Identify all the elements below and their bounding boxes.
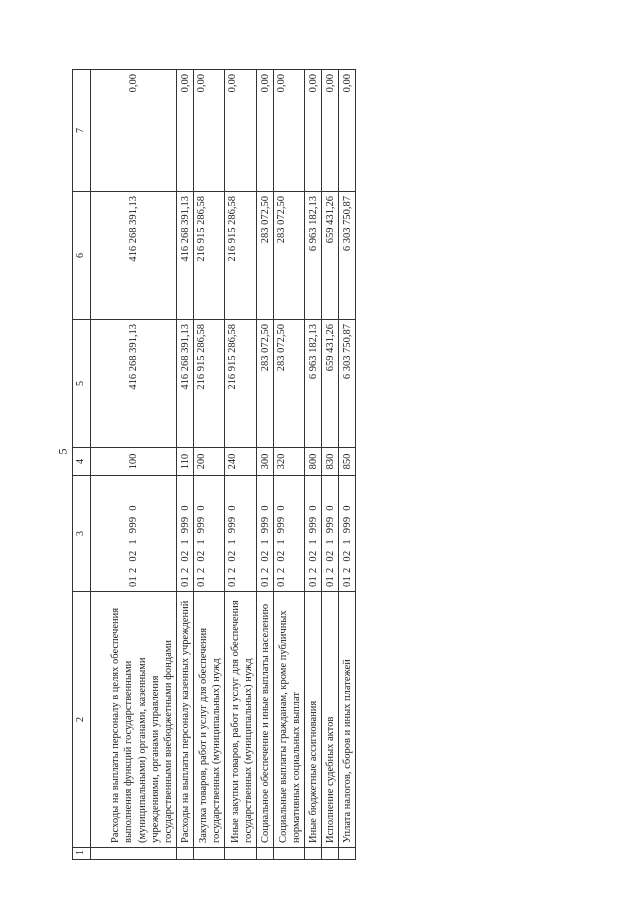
row-value-6: 6 963 182,13 [305,192,322,320]
table-row [225,70,256,860]
row-value-6: 6 303 750,87 [339,192,356,320]
row-expense-type: 200 [193,448,224,476]
header-cell-7: 7 [73,70,91,192]
row-number-cell [256,848,273,860]
row-number-cell [225,848,256,860]
row-target-code: 01 2 02 1 999 0 [256,476,273,592]
row-value-6: 283 072,50 [256,192,273,320]
row-value-6: 416 268 391,13 [176,192,193,320]
row-target-code: 01 2 02 1 999 0 [90,476,176,592]
row-number-cell [193,848,224,860]
row-description: Расходы на выплаты персоналу казенных учреждений [176,592,193,848]
row-value-6: 216 915 286,58 [225,192,256,320]
row-description: Исполнение судебных актов [322,592,339,848]
row-value-7: 0,00 [256,70,273,192]
row-value-5: 659 431,26 [322,320,339,448]
row-description: Иные закупки товаров, работ и услуг для обеспечения государственных (муниципальных) нужд [225,592,256,848]
table-row [193,70,224,860]
row-description: Иные бюджетные ассигнования [305,592,322,848]
table-row [256,70,273,860]
row-value-7: 0,00 [273,70,304,192]
row-value-7: 0,00 [225,70,256,192]
row-target-code: 01 2 02 1 999 0 [176,476,193,592]
row-value-5: 6 963 182,13 [305,320,322,448]
row-description: Расходы на выплаты персоналу в целях обеспечения выполнения функций государственными (муниципальными) органами, казенными учреждениями, органами управления государственными внебюджетными фондами [90,592,176,848]
row-value-6: 283 072,50 [273,192,304,320]
row-value-7: 0,00 [305,70,322,192]
row-expense-type: 300 [256,448,273,476]
row-number-cell [322,848,339,860]
table-row [90,70,176,860]
row-description: Социальные выплаты гражданам, кроме публичных нормативных социальных выплат [273,592,304,848]
header-cell-3: 3 [73,476,91,592]
row-number-cell [90,848,176,860]
row-value-5: 283 072,50 [256,320,273,448]
header-row [73,70,91,860]
row-value-7: 0,00 [176,70,193,192]
row-value-7: 0,00 [193,70,224,192]
row-expense-type: 830 [322,448,339,476]
row-number-cell [305,848,322,860]
page-number: 5 [55,448,70,455]
row-value-5: 283 072,50 [273,320,304,448]
table-row [305,70,322,860]
row-value-7: 0,00 [322,70,339,192]
budget-table-rotated [72,70,356,860]
row-expense-type: 240 [225,448,256,476]
row-number-cell [339,848,356,860]
header-cell-6: 6 [73,192,91,320]
row-description: Закупка товаров, работ и услуг для обеспечения государственных (муниципальных) нужд [193,592,224,848]
row-description: Уплата налогов, сборов и иных платежей [339,592,356,848]
table-row [322,70,339,860]
row-value-5: 416 268 391,13 [176,320,193,448]
row-value-5: 6 303 750,87 [339,320,356,448]
row-target-code: 01 2 02 1 999 0 [305,476,322,592]
table-row [339,70,356,860]
header-cell-2: 2 [73,592,91,848]
row-expense-type: 110 [176,448,193,476]
row-target-code: 01 2 02 1 999 0 [225,476,256,592]
row-target-code: 01 2 02 1 999 0 [273,476,304,592]
row-target-code: 01 2 02 1 999 0 [193,476,224,592]
row-number-cell [176,848,193,860]
budget-table [72,69,356,860]
row-number-cell [273,848,304,860]
table-row [176,70,193,860]
row-value-5: 216 915 286,58 [225,320,256,448]
table-row [273,70,304,860]
row-expense-type: 850 [339,448,356,476]
row-value-6: 216 915 286,58 [193,192,224,320]
row-expense-type: 320 [273,448,304,476]
row-description: Социальное обеспечение и иные выплаты населению [256,592,273,848]
row-value-7: 0,00 [339,70,356,192]
header-cell-5: 5 [73,320,91,448]
header-cell-1: 1 [73,848,91,860]
row-target-code: 01 2 02 1 999 0 [339,476,356,592]
row-expense-type: 800 [305,448,322,476]
row-value-5: 416 268 391,13 [90,320,176,448]
row-value-6: 659 431,26 [322,192,339,320]
header-cell-4: 4 [73,448,91,476]
row-value-5: 216 915 286,58 [193,320,224,448]
row-expense-type: 100 [90,448,176,476]
row-value-7: 0,00 [90,70,176,192]
row-target-code: 01 2 02 1 999 0 [322,476,339,592]
row-value-6: 416 268 391,13 [90,192,176,320]
